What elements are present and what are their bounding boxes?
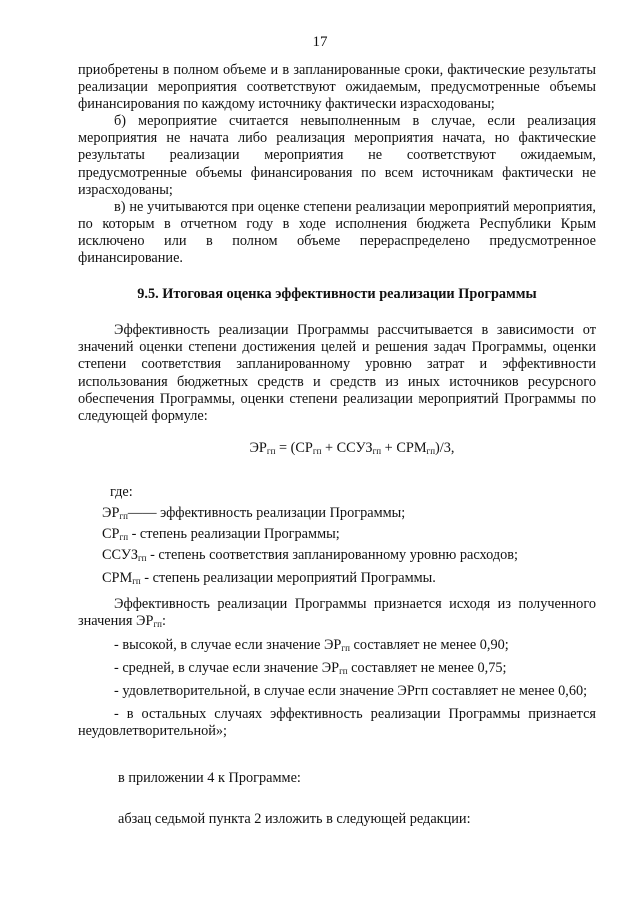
level-medium-threshold: составляет не менее 0,75;	[347, 659, 507, 676]
level-medium-text: - средней, в случае если значение ЭР	[114, 659, 340, 676]
formula-term-2: ССУЗ	[336, 439, 373, 456]
paragraph-recognition	[78, 596, 596, 630]
page-number: 17	[312, 34, 328, 50]
formula-plus-2: +	[381, 439, 397, 456]
formula-plus-1: +	[321, 439, 337, 456]
paragraph-continuation: приобретены в полном объеме и в запланированные сроки, фактические результаты реализации мероприятия соответствуют ожидаемым, предусмотренные объемы финансирования по каждому источнику фактически израсходованы;	[78, 62, 596, 113]
definition-sub: гп	[137, 553, 147, 564]
level-satisfactory: - удовлетворительной, в случае если значение ЭРгп составляет не менее 0,60;	[114, 682, 588, 699]
definition-symbol: СРМ	[102, 570, 133, 587]
definition-text: - степень реализации Программы;	[128, 526, 340, 543]
tail-line-2: абзац седьмой пункта 2 изложить в следующей редакции:	[118, 811, 471, 828]
formula-term-2-sub: гп	[372, 445, 382, 456]
definition-sub: гп	[119, 510, 128, 521]
level-high	[78, 637, 596, 654]
paragraph-c: в) не учитываются при оценке степени реализации мероприятий мероприятия, по которым в отчетном году в ходе исполнения бюджета Республики Крым исключено или в полном объеме перераспределено предусмотренное финансирование.	[78, 198, 596, 267]
tail-line-1: в приложении 4 к Программе:	[118, 770, 301, 786]
page-content	[78, 62, 596, 828]
definition-sub: гп	[132, 576, 141, 587]
recognition-sub: гп	[153, 619, 162, 630]
formula-term-3: СРМ	[396, 439, 427, 456]
definition-text: - степень соответствия запланированному уровню расходов;	[146, 547, 519, 564]
definition-sub: гп	[119, 532, 129, 543]
where-label: где:	[110, 483, 133, 500]
formula-lhs: ЭР	[249, 439, 267, 456]
formula-term-1-sub: гп	[312, 445, 322, 456]
definition-symbol: СР	[102, 526, 120, 543]
definition-item	[102, 526, 596, 543]
definition-item	[102, 505, 596, 522]
formula-lhs-sub: гп	[266, 445, 276, 456]
level-high-threshold: составляет не менее 0,90;	[349, 636, 509, 653]
formula-term-1: СР	[295, 439, 313, 456]
formula-term-3-sub: гп	[426, 445, 436, 456]
recognition-colon: :	[161, 613, 166, 630]
level-high-text: - высокой, в случае если значение ЭР	[114, 636, 342, 653]
recognition-text: Эффективность реализации Программы признается исходя из полученного значения ЭР	[78, 596, 596, 630]
definition-item	[102, 570, 596, 587]
definition-text: —— эффективность реализации Программы;	[127, 504, 406, 521]
level-high-sub: гп	[341, 642, 350, 653]
definition-symbol: ССУЗ	[102, 547, 138, 564]
level-other: - в остальных случаях эффективность реализации Программы признается неудовлетворительной»;	[78, 705, 596, 739]
formula	[78, 440, 596, 457]
level-medium	[78, 660, 596, 677]
paragraph-intro: Эффективность реализации Программы рассчитывается в зависимости от значений оценки степени достижения целей и решения задач Программы, оценки степени соответствия запланированному уровню затрат и эффективности использования бюджетных средств и средств из иных источников ресурсного обеспечения Программы, оценки степени реализации мероприятий Программы по следующей формуле:	[78, 322, 596, 424]
definition-text: - степень реализации мероприятий Программы.	[140, 570, 436, 587]
level-medium-sub: гп	[339, 665, 348, 676]
definition-item	[102, 547, 596, 564]
formula-eq: = (	[275, 439, 296, 456]
definition-symbol: ЭР	[102, 504, 120, 521]
formula-end: )/3,	[435, 439, 455, 456]
paragraph-b: б) мероприятие считается невыполненным в случае, если реализация мероприятия не начата либо реализация мероприятия начата, но фактические результаты реализации мероприятия не соответствуют ожидаемым, предусмотренные объемы финансирования по всем источникам фактически не израсходованы;	[78, 113, 596, 198]
section-heading: 9.5. Итоговая оценка эффективности реализации Программы	[137, 286, 537, 303]
